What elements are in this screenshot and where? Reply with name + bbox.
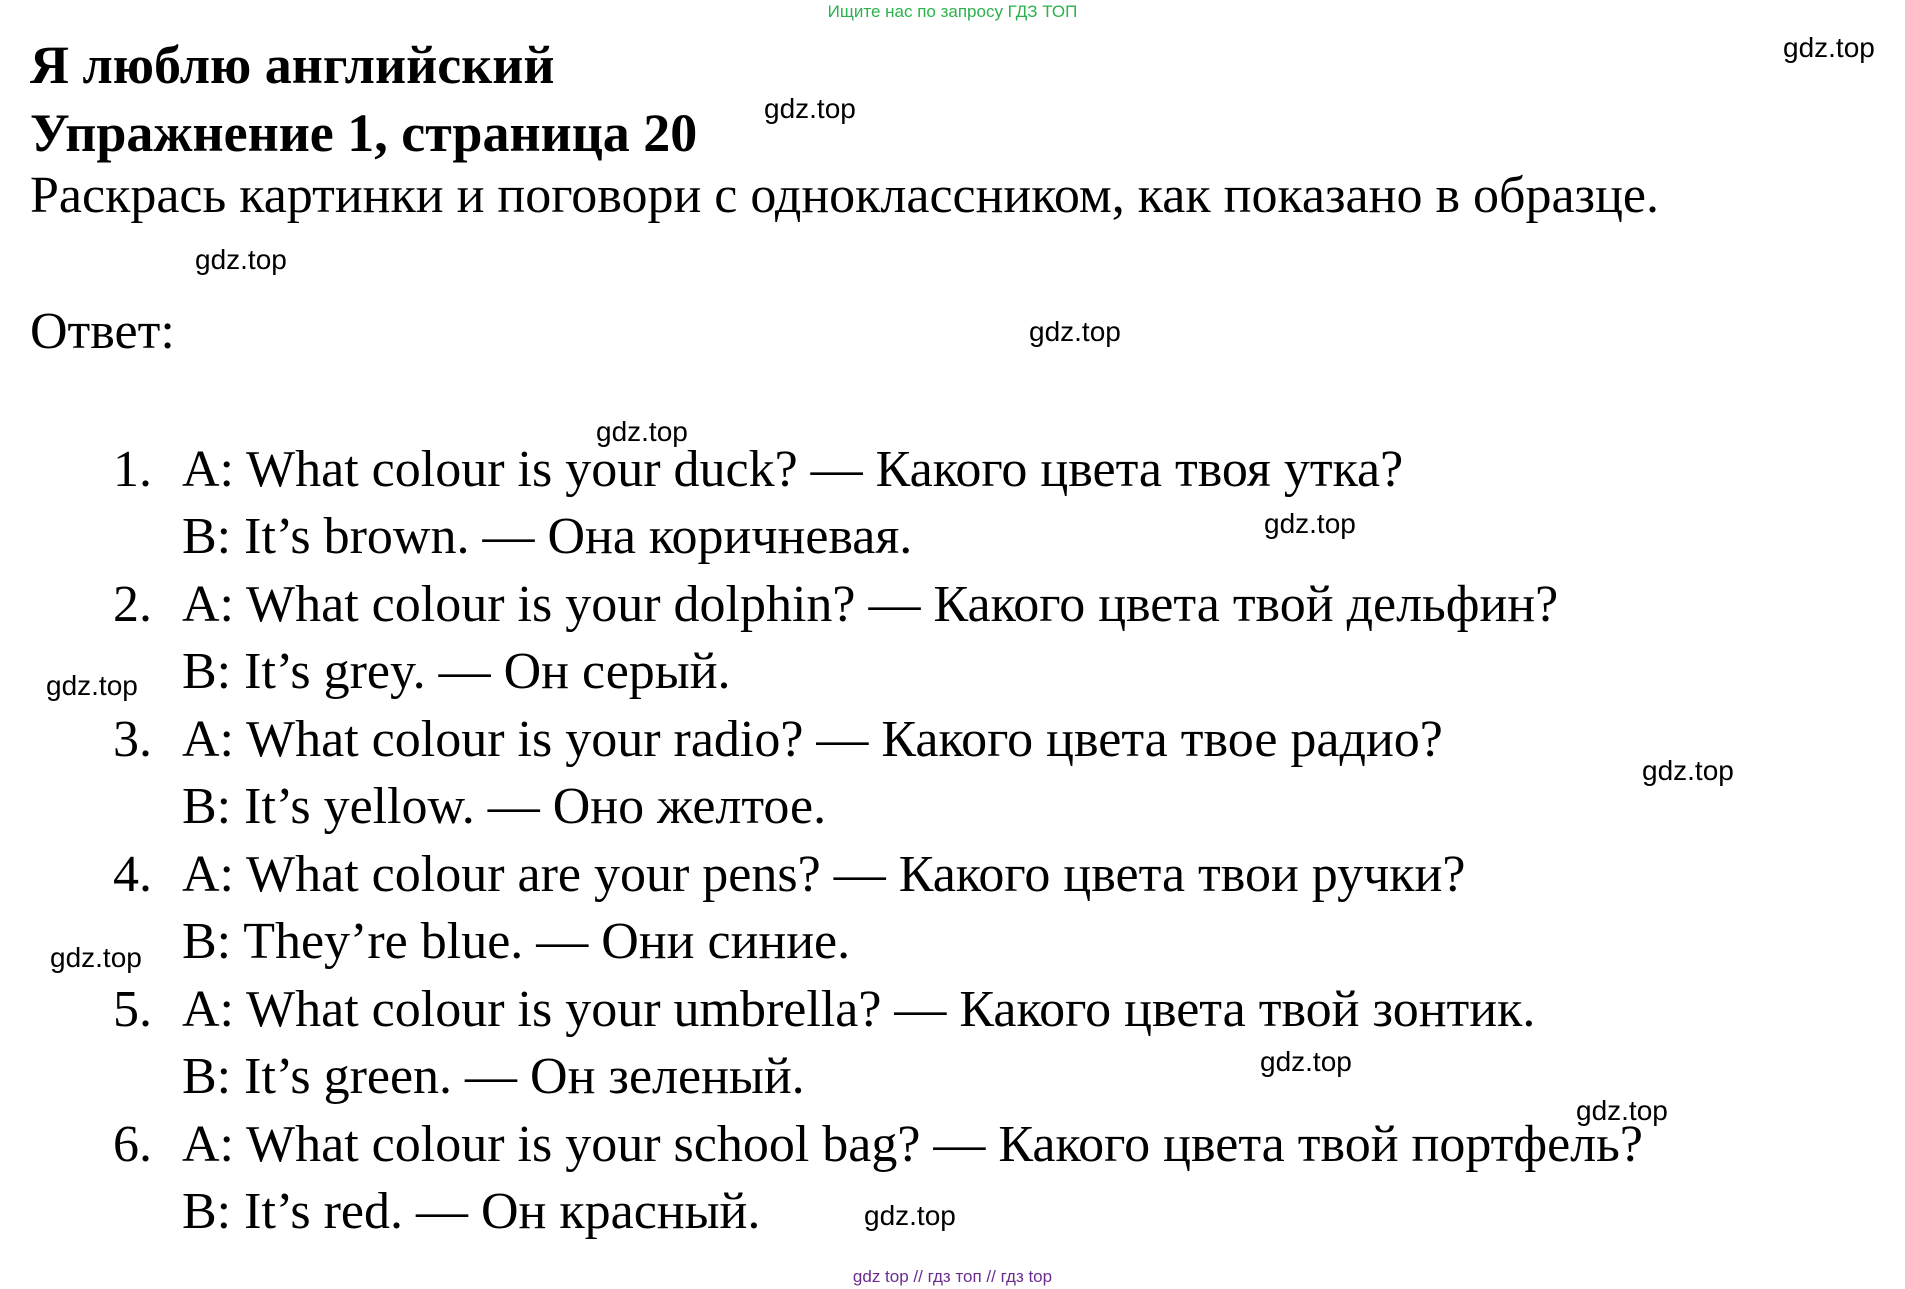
instruction-text: Раскрась картинки и поговори с одноклассником, как показано в образце. <box>30 167 1659 224</box>
answer-line: B: It’s red. — Он красный. <box>182 1183 761 1240</box>
watermark: gdz.top <box>1029 316 1121 347</box>
answer-line: B: They’re blue. — Они синие. <box>182 913 851 970</box>
footer-links: gdz top // гдз топ // гдз top <box>852 1267 1053 1286</box>
watermark: gdz.top <box>764 93 856 124</box>
watermark: gdz.top <box>50 942 142 973</box>
item-number: 5. <box>113 981 152 1038</box>
watermark: gdz.top <box>195 244 287 275</box>
watermark: gdz.top <box>1783 32 1875 63</box>
answer-line: B: It’s brown. — Она коричневая. <box>182 508 913 565</box>
watermark: gdz.top <box>1264 508 1356 539</box>
watermark: gdz.top <box>596 416 688 447</box>
item-number: 6. <box>113 1116 152 1173</box>
question-line: A: What colour is your radio? — Какого цвета твое радио? <box>182 711 1443 768</box>
watermark: gdz.top <box>1642 755 1734 786</box>
question-line: A: What colour are your pens? — Какого цвета твои ручки? <box>182 846 1466 903</box>
watermark: gdz.top <box>1576 1095 1668 1126</box>
watermark: gdz.top <box>864 1200 956 1231</box>
watermark: gdz.top <box>1260 1046 1352 1077</box>
answer-line: B: It’s green. — Он зеленый. <box>182 1048 805 1105</box>
top-banner: Ищите нас по запросу ГДЗ ТОП <box>827 2 1078 21</box>
item-number: 2. <box>113 576 152 633</box>
item-number: 1. <box>113 441 152 498</box>
exercise-title: Упражнение 1, страница 20 <box>30 103 698 163</box>
question-line: A: What colour is your umbrella? — Какого цвета твой зонтик. <box>182 981 1536 1038</box>
answer-label: Ответ: <box>30 303 175 360</box>
question-line: A: What colour is your school bag? — Какого цвета твой портфель? <box>182 1116 1643 1173</box>
page-title: Я люблю английский <box>30 35 555 95</box>
question-line: A: What colour is your duck? — Какого цвета твоя утка? <box>182 441 1404 498</box>
item-number: 3. <box>113 711 152 768</box>
watermark: gdz.top <box>46 670 138 701</box>
item-number: 4. <box>113 846 152 903</box>
answer-line: B: It’s yellow. — Оно желтое. <box>182 778 827 835</box>
answer-line: B: It’s grey. — Он серый. <box>182 643 731 700</box>
question-line: A: What colour is your dolphin? — Какого цвета твой дельфин? <box>182 576 1559 633</box>
